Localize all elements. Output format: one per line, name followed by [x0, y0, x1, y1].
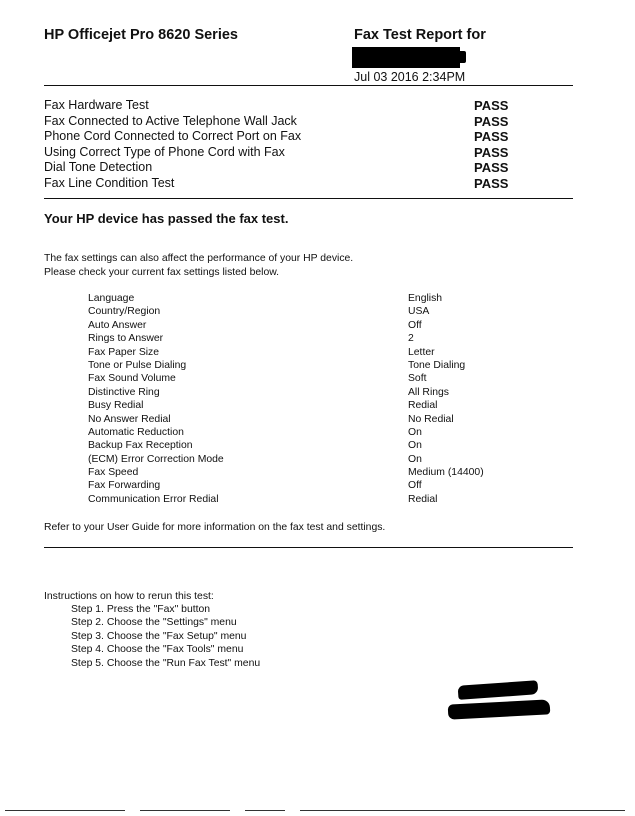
setting-row [88, 292, 508, 305]
intro-line: The fax settings can also affect the performance of your HP device. [44, 253, 354, 264]
test-name: Dial Tone Detection [44, 160, 153, 174]
instruction-step: Step 3. Choose the "Fax Setup" menu [71, 630, 247, 642]
test-row [44, 160, 514, 176]
instructions-heading: Instructions on how to rerun this test: [44, 591, 214, 602]
refer-text: Refer to your User Guide for more information on the fax test and settings. [44, 522, 386, 533]
setting-name: Fax Forwarding [88, 480, 161, 492]
intro-line: Please check your current fax settings listed below. [44, 267, 280, 278]
setting-row [88, 413, 508, 426]
setting-row [88, 319, 508, 332]
settings-intro [44, 252, 353, 280]
footer-rule [140, 810, 230, 811]
setting-name: Fax Paper Size [88, 346, 160, 358]
test-results-list [44, 98, 514, 191]
passed-message: Your HP device has passed the fax test. [44, 211, 289, 226]
footer-rule [245, 810, 285, 811]
setting-name: (ECM) Error Correction Mode [88, 453, 224, 465]
setting-name: Distinctive Ring [88, 386, 160, 398]
setting-value: Redial [408, 493, 438, 505]
setting-name: Backup Fax Reception [88, 440, 193, 452]
fax-settings-list [88, 292, 508, 506]
setting-value: On [408, 440, 422, 452]
setting-value: Soft [408, 373, 427, 385]
footer-rule [300, 810, 625, 811]
instruction-step: Step 1. Press the "Fax" button [71, 604, 211, 615]
device-name: HP Officejet Pro 8620 Series [44, 27, 238, 43]
header-divider [44, 85, 573, 86]
setting-row [88, 359, 508, 372]
redaction-mark [448, 699, 551, 719]
setting-row [88, 386, 508, 399]
test-name: Fax Connected to Active Telephone Wall Jack [44, 113, 297, 128]
setting-value: Tone Dialing [408, 359, 466, 371]
setting-row [88, 372, 508, 385]
results-divider [44, 198, 573, 199]
setting-value: No Redial [408, 413, 454, 425]
setting-row [88, 439, 508, 452]
redacted-fax-number [352, 47, 460, 68]
instructions-steps [71, 603, 260, 670]
setting-row [88, 479, 508, 492]
settings-divider [44, 547, 573, 548]
setting-name: Fax Sound Volume [88, 373, 176, 385]
test-row [44, 176, 514, 192]
setting-value: Off [408, 480, 422, 492]
redaction-mark [458, 680, 539, 700]
test-name: Fax Hardware Test [44, 98, 149, 112]
setting-value: Medium (14400) [408, 467, 484, 479]
instruction-step: Step 2. Choose the "Settings" menu [71, 617, 237, 629]
setting-row [88, 399, 508, 412]
setting-value: Off [408, 319, 422, 331]
setting-name: Communication Error Redial [88, 493, 219, 505]
test-name: Using Correct Type of Phone Cord with Fax [44, 144, 285, 159]
setting-name: Busy Redial [88, 400, 144, 412]
test-name: Fax Line Condition Test [44, 175, 175, 190]
setting-value: English [408, 293, 443, 304]
setting-value: USA [408, 306, 430, 318]
setting-row [88, 493, 508, 506]
test-result: PASS [474, 175, 509, 191]
setting-row [88, 426, 508, 439]
test-row [44, 98, 514, 114]
setting-name: Language [88, 293, 135, 304]
footer-rule [5, 810, 125, 811]
instruction-step: Step 4. Choose the "Fax Tools" menu [71, 644, 244, 656]
test-result: PASS [474, 113, 509, 129]
setting-name: Automatic Reduction [88, 426, 184, 438]
setting-value: 2 [408, 333, 414, 345]
setting-name: Country/Region [88, 306, 161, 318]
setting-value: Letter [408, 346, 435, 358]
report-date: Jul 03 2016 2:34PM [354, 70, 466, 84]
test-name: Phone Cord Connected to Correct Port on Fax [44, 129, 302, 143]
setting-value: Redial [408, 400, 438, 412]
test-result: PASS [474, 160, 509, 175]
setting-row [88, 453, 508, 466]
test-row [44, 114, 514, 130]
setting-row [88, 466, 508, 479]
setting-value: On [408, 426, 422, 438]
test-result: PASS [474, 144, 509, 160]
setting-name: Rings to Answer [88, 333, 164, 345]
test-result: PASS [474, 98, 509, 113]
instruction-step: Step 5. Choose the "Run Fax Test" menu [71, 657, 261, 669]
setting-row [88, 305, 508, 318]
test-result: PASS [474, 129, 509, 144]
test-row [44, 129, 514, 145]
setting-row [88, 346, 508, 359]
setting-value: On [408, 453, 422, 465]
report-title: Fax Test Report for [354, 27, 486, 43]
setting-name: Auto Answer [88, 319, 147, 331]
setting-name: Fax Speed [88, 467, 139, 479]
setting-name: No Answer Redial [88, 413, 171, 425]
setting-value: All Rings [408, 386, 449, 398]
setting-name: Tone or Pulse Dialing [88, 359, 187, 371]
test-row [44, 145, 514, 161]
setting-row [88, 332, 508, 345]
